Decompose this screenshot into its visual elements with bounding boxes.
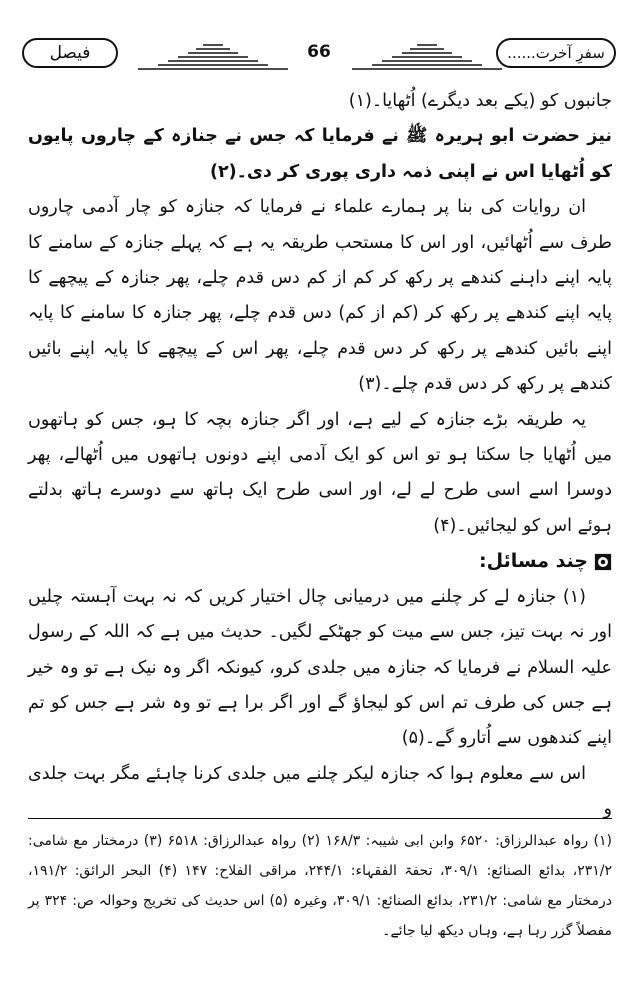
section-heading-row xyxy=(28,544,612,579)
stepped-ornament-icon xyxy=(352,36,502,70)
flower-ornament-icon xyxy=(594,553,612,571)
footnotes xyxy=(28,826,612,946)
header-ornament-right xyxy=(352,36,502,70)
paragraph: اس سے معلوم ہوا کہ جنازہ لیکر چلنے میں جلدی کرنا چاہئے مگر بہت جلدی و xyxy=(28,763,612,820)
page-number: 66 xyxy=(307,42,331,62)
paragraph: ان روایات کی بنا پر ہمارے علماء نے فرمایا کہ جنازہ کو چار آدمی چاروں طرف سے اُٹھائیں، اور اس کا مستحب طریقہ یہ ہے کہ پہلے جنازہ کے سامنے کا پایہ اپنے داہنے کندھے پر رکھ کر کم از کم دس قدم چلے، پھر جنازہ کے پیچھے کا پایہ اپنے کندھے پر رکھ کر (کم از کم) دس قدم چلے، پھر جنازہ کا سامنے کا پایہ اپنے بائیں کندھے پر رکھ کر دس قدم چلے، پھر اس کے پیچھے کا پایہ اپنے بائیں کندھے پر رکھ کر دس قدم چلے۔(۳) xyxy=(28,197,612,395)
main-text xyxy=(28,84,612,828)
section-heading: چند مسائل: xyxy=(479,550,588,573)
chapter-label: فیصل xyxy=(49,43,91,63)
paragraph: (۱) جنازہ لے کر چلنے میں درمیانی چال اختیار کریں کہ نہ بہت آہستہ چلیں اور نہ بہت تیز، جس سے میت کو جھٹکے لگیں۔ حدیث میں ہے کہ اللہ کے رسول علیہ السلام نے فرمایا کہ جنازہ میں جلدی کرو، کیونکہ اگر وہ نیک ہے تو وہ خیر ہے جس کی طرف تم اس کو لیجاؤ گے اور اگر برا ہے تو وہ شر ہے جس کو تم اپنے کندھوں سے اُتارو گے۔(۵) xyxy=(28,586,612,749)
paragraph: یہ طریقہ بڑے جنازہ کے لیے ہے، اور اگر جنازہ بچہ کا ہو، جس کو ہاتھوں میں اُٹھایا جا سکتا ہو تو اس کو ایک آدمی اپنے دونوں ہاتھوں میں اُٹھالے، پھر دوسرا اسے اسی طرح لے لے، اور اسی طرح ایک ہاتھ سے دوسرے ہاتھ بدلتے ہوئے اس کو لیجائیں۔(۴) xyxy=(28,409,612,536)
paragraph: جانبوں کو (یکے بعد دیگرے) اُٹھایا۔(۱) xyxy=(348,91,612,111)
footnote-text: (۱) رواہ عبدالرزاق: ۶۵۲۰ وابن ابی شیبہ: ۱۶۸/۳ (۲) رواہ عبدالرزاق: ۶۵۱۸ (۳) درمختار مع شامی: ۲۳۱/۲، بدائع الصنائع: ۳۰۹/۱، تحفۃ الفقہاء: ۲۴۴/۱، مراقی الفلاح: ۱۴۷ (۴) البحر الرائق: ۱۹۱/۲، درمختار مع شامی: ۲۳۱/۲، بدائع الصنائع: ۳۰۹/۱، وغیرہ (۵) اس حدیث کی تخریج وحوالہ ص: ۳۲۴ پر مفصلاً گزر رہا ہے، وہاں دیکھ لیا جائے۔ xyxy=(28,833,612,939)
footnote-divider xyxy=(28,818,612,819)
book-label: سفرِ آخرت...... xyxy=(507,44,605,62)
page-header xyxy=(22,34,616,78)
paragraph: نیز حضرت ابو ہریرہ ﷺ نے فرمایا کہ جس نے جنازہ کے چاروں پایوں کو اُٹھایا اس نے اپنی ذمہ داری پوری کر دی۔(۲) xyxy=(28,126,612,182)
book-label-badge xyxy=(496,38,616,68)
